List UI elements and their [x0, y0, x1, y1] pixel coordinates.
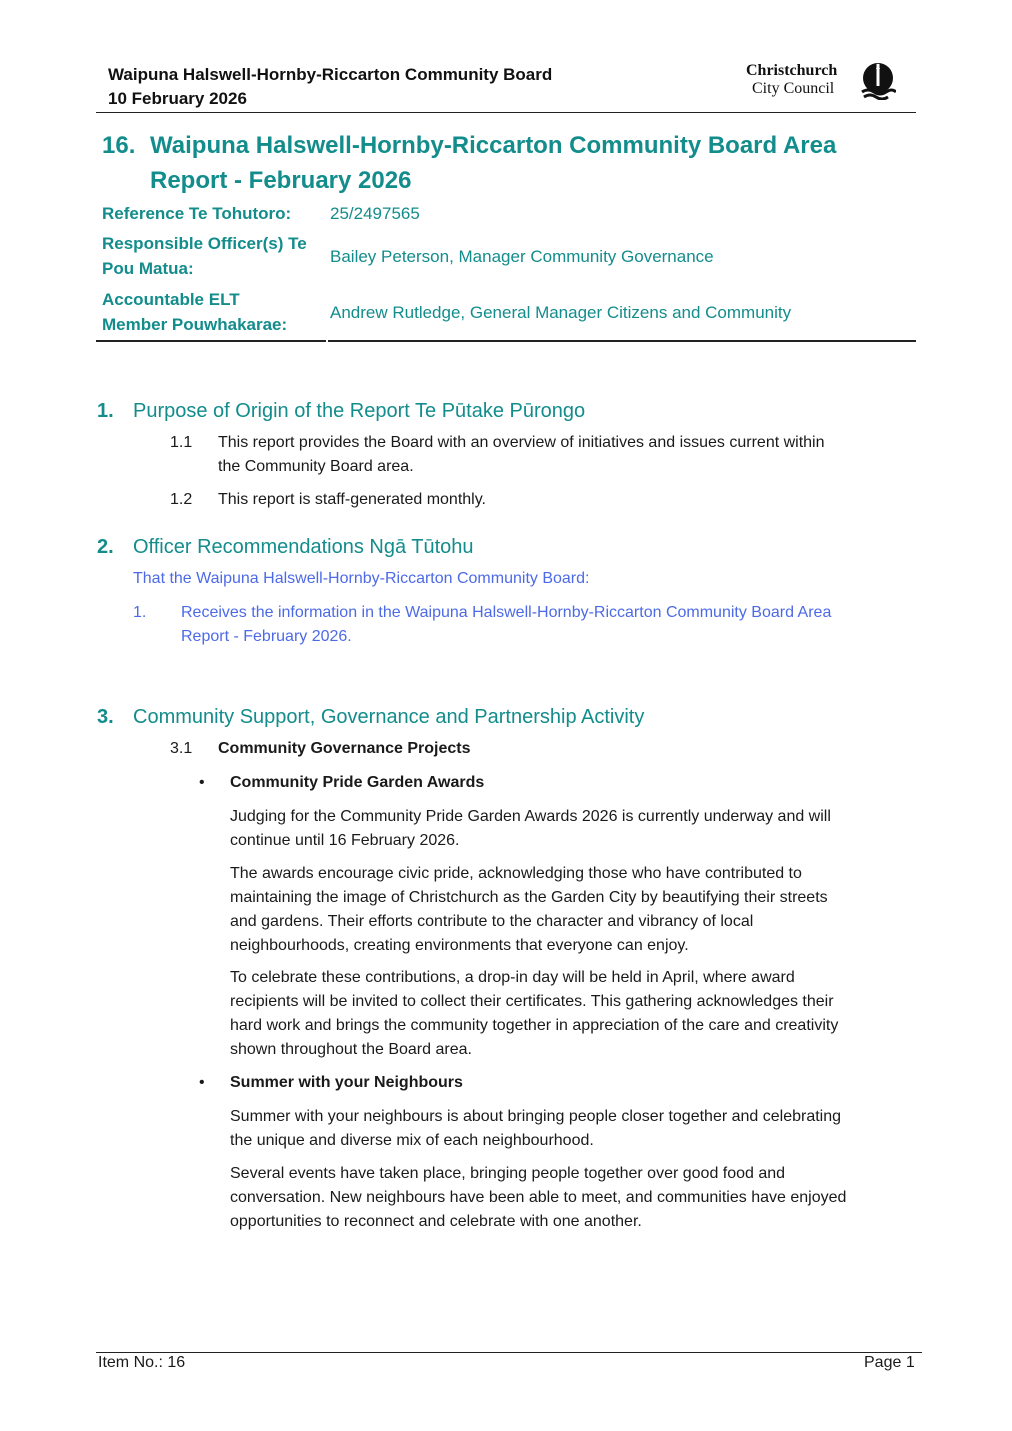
footer-item-number: Item No.: 16	[98, 1354, 186, 1371]
accountable-label	[102, 287, 287, 337]
reference-value: 25/2497565	[330, 204, 420, 223]
text-line: To celebrate these contributions, a drop-in day will be held in April, where award	[230, 969, 795, 986]
text-line: the unique and diverse mix of each neighbourhood.	[230, 1132, 594, 1149]
text-line: hard work and brings the community together in appreciation of the care and creativity	[230, 1017, 839, 1034]
rec-line: Report - February 2026.	[181, 628, 352, 645]
para-3-1-title: Community Governance Projects	[218, 740, 471, 757]
bullet1-title: Community Pride Garden Awards	[230, 774, 485, 791]
header-board-name	[108, 63, 552, 111]
para-1-1-text	[218, 431, 908, 479]
title-line1: Waipuna Halswell-Hornby-Riccarton Community Board Area	[150, 132, 837, 159]
header-rule	[96, 112, 916, 113]
accountable-label-line1: Accountable ELT	[102, 290, 240, 309]
footer-page-number: Page 1	[864, 1354, 915, 1371]
para-line: This report provides the Board with an overview of initiatives and issues current within	[218, 434, 825, 451]
text-line: conversation. New neighbours have been able to meet, and communities have enjoyed	[230, 1189, 847, 1206]
responsible-label	[102, 231, 307, 281]
para-1-1-number: 1.1	[170, 434, 193, 451]
bullet1-paragraph2	[230, 862, 912, 958]
logo-line2: City Council	[752, 80, 835, 97]
board-name: Waipuna Halswell-Hornby-Riccarton Community Board	[108, 65, 553, 84]
text-line: Several events have taken place, bringing people together over good food and	[230, 1165, 786, 1182]
para-line: the Community Board area.	[218, 458, 414, 475]
bullet-icon: •	[199, 1074, 205, 1091]
section2-number: 2.	[97, 536, 114, 558]
section3-title: Community Support, Governance and Partnership Activity	[133, 706, 645, 728]
title-line2: Report - February 2026	[150, 167, 412, 194]
recommendation-intro: That the Waipuna Halswell-Hornby-Riccarton Community Board:	[133, 570, 590, 587]
text-line: shown throughout the Board area.	[230, 1041, 472, 1058]
text-line: and gardens. Their efforts contribute to the character and vibrancy of local	[230, 913, 754, 930]
text-line: The awards encourage civic pride, acknowledging those who have contributed to	[230, 865, 802, 882]
responsible-label-line2: Pou Matua:	[102, 259, 194, 278]
logo-line1: Christchurch	[746, 62, 838, 79]
meta-table-split	[326, 340, 328, 343]
page-title	[150, 128, 910, 198]
accountable-label-line2: Member Pouwhakarae:	[102, 315, 288, 334]
text-line: neighbourhoods, creating environments that everyone can enjoy.	[230, 937, 689, 954]
text-line: maintaining the image of Christchurch as the Garden City by beautifying their streets	[230, 889, 828, 906]
para-3-1-number: 3.1	[170, 740, 193, 757]
bullet-icon: •	[199, 774, 205, 791]
text-line: Summer with your neighbours is about bringing people closer together and celebrating	[230, 1108, 842, 1125]
cathedral-logo-icon	[860, 62, 896, 100]
para-1-2-text: This report is staff-generated monthly.	[218, 491, 486, 508]
section1-number: 1.	[97, 400, 114, 422]
footer-rule	[96, 1352, 922, 1353]
section2-title: Officer Recommendations Ngā Tūtohu	[133, 536, 474, 558]
text-line: continue until 16 February 2026.	[230, 832, 460, 849]
bullet2-paragraph2	[230, 1162, 912, 1234]
text-line: opportunities to reconnect and celebrate with one another.	[230, 1213, 642, 1230]
responsible-value: Bailey Peterson, Manager Community Governance	[330, 247, 714, 266]
bullet2-title: Summer with your Neighbours	[230, 1074, 463, 1091]
council-logo	[746, 62, 898, 102]
meta-table-rule	[96, 340, 916, 342]
bullet1-paragraph3	[230, 966, 912, 1062]
text-line: Judging for the Community Pride Garden Awards 2026 is currently underway and will	[230, 808, 831, 825]
item-number: 16.	[102, 132, 136, 159]
recommendation-1-text	[181, 601, 911, 649]
accountable-value: Andrew Rutledge, General Manager Citizens and Community	[330, 303, 792, 322]
responsible-label-line1: Responsible Officer(s) Te	[102, 234, 307, 253]
bullet1-paragraph1	[230, 805, 912, 853]
section1-title: Purpose of Origin of the Report Te Pūtake Pūrongo	[133, 400, 586, 422]
bullet2-paragraph1	[230, 1105, 912, 1153]
section3-number: 3.	[97, 706, 114, 728]
reference-label: Reference Te Tohutoro:	[102, 204, 292, 223]
rec-line: Receives the information in the Waipuna Halswell-Hornby-Riccarton Community Board Area	[181, 604, 832, 621]
text-line: recipients will be invited to collect their certificates. This gathering acknowledges their	[230, 993, 834, 1010]
recommendation-1-number: 1.	[133, 604, 147, 621]
para-1-2-number: 1.2	[170, 491, 193, 508]
meeting-date: 10 February 2026	[108, 89, 247, 108]
